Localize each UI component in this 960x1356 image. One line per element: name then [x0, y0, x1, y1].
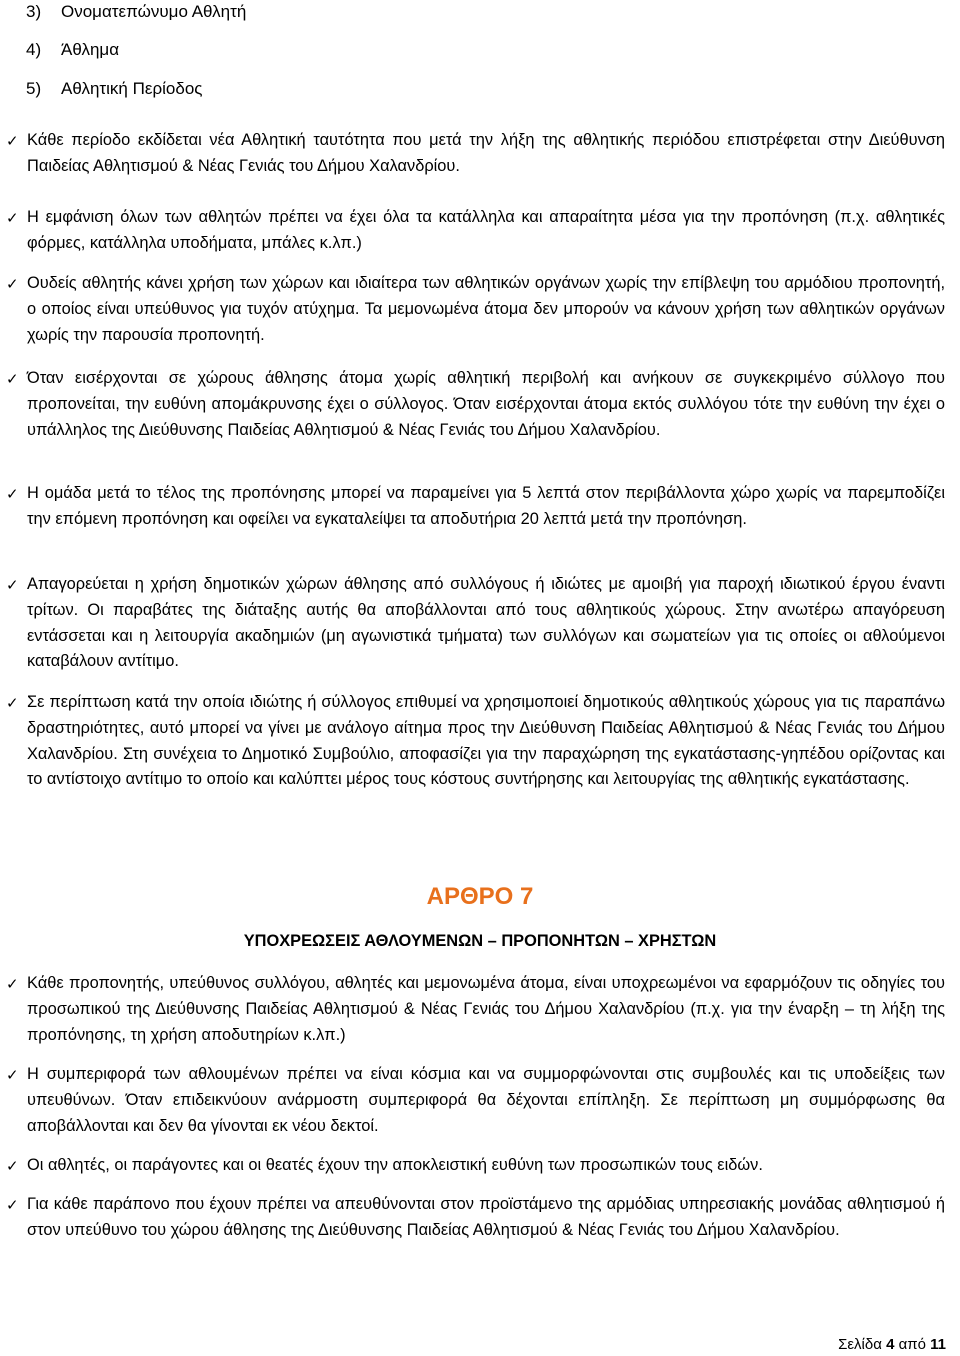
- bullet-text: Οι αθλητές, οι παράγοντες και οι θεατές έχουν την αποκλειστική ευθύνη των προσωπικών τους ειδών.: [27, 1156, 763, 1174]
- bullet-text: Σε περίπτωση κατά την οποία ιδιώτης ή σύλλογος επιθυμεί να χρησιμοποιεί δημοτικούς αθλητικούς χώρους για τις παραπάνω δραστηριότητες, αυτό μπορεί να γίνει με ανάλογο αίτημα προς την Διεύθυνση Παιδείας Αθλητισμού & Νέας Γενιάς του Δήμου Χαλανδρίου. Στη συνέχεια το Δημοτικό Συμβούλιο, αποφασίζει για την παραχώρηση της εγκατάστασης-γηπέδου ορίζοντας και το αντίστοιχο αντίτιμο το οποίο και καλύπτει μέρος τους κόστους συντήρησης και λειτουργίας της αθλητικής εγκατάστασης.: [27, 693, 945, 789]
- bullet-text: Για κάθε παράπονο που έχουν πρέπει να απευθύνονται στον προϊστάμενο της αρμόδιας υπηρεσιακής μονάδας αθλητισμού ή στον υπεύθυνο του χώρου άθλησης της Διεύθυνσης Παιδείας Αθλητισμού & Νέας Γενιάς του Δήμου Χαλανδρίου.: [27, 1195, 945, 1239]
- bullet-text: Απαγορεύεται η χρήση δημοτικών χώρων άθλησης από συλλόγους ή ιδιώτες με αμοιβή για παροχή ιδιωτικού έργου έναντι τρίτων. Οι παραβάτες της διάταξης αυτής θα αποβάλλονται από τους αθλητικούς χώρους. Στην ανωτέρω απαγόρευση εντάσσεται και η λειτουργία ακαδημιών (μη αγωνιστικά τμήματα) των συλλόγων και σωματείων για τις οποίες οι αθλούμενοι καταβάλουν αντίτιμο.: [27, 575, 945, 671]
- page-footer: [838, 1335, 946, 1355]
- item-number: 4): [26, 40, 42, 59]
- article-title: ΑΡΘΡΟ 7: [426, 883, 534, 910]
- item-number: 3): [26, 2, 42, 21]
- item-text: Ονοματεπώνυμο Αθλητή: [61, 2, 247, 21]
- bullet-text: Η συμπεριφορά των αθλουμένων πρέπει να είναι κόσμια και να συμμορφώνονται στις συμβουλές και τις υποδείξεις των υπευθύνων. Όταν επιδεικνύουν ανάρμοστη συμπεριφορά θα δέχονται επίπληξη. Σε περίπτωση μη συμμόρφωσης θα αποβάλλονται και δεν θα γίνονται εκ νέου δεκτοί.: [27, 1065, 945, 1135]
- numbered-item-3: [26, 0, 246, 24]
- bullet-text: Ουδείς αθλητής κάνει χρήση των χώρων και ιδιαίτερα των αθλητικών οργάνων χωρίς την επίβλεψη του αρμόδιου προπονητή, ο οποίος είναι υπεύθυνος για τυχόν ατύχημα. Τα μεμονωμένα άτομα δεν μπορούν να κάνουν χρήση των αθλητικών οργάνων χωρίς την παρουσία προπονητή.: [27, 274, 945, 344]
- page-number: 4: [886, 1336, 895, 1353]
- check-mark-icon: ✓: [6, 275, 19, 293]
- check-mark-icon: ✓: [6, 975, 19, 993]
- numbered-item-5: [26, 77, 202, 101]
- bullet-text: Κάθε περίοδο εκδίδεται νέα Αθλητική ταυτότητα που μετά την λήξη της αθλητικής περιόδου επιστρέφεται στην Διεύθυνση Παιδείας Αθλητισμού & Νέας Γενιάς του Δήμου Χαλανδρίου.: [27, 131, 945, 175]
- check-mark-icon: ✓: [6, 132, 19, 150]
- article-subtitle: ΥΠΟΧΡΕΩΣΕΙΣ ΑΘΛΟΥΜΕΝΩΝ – ΠΡΟΠΟΝΗΤΩΝ – ΧΡΗΣΤΩΝ: [243, 932, 717, 950]
- page-of-label: από: [898, 1336, 926, 1353]
- bullet-text: Κάθε προπονητής, υπεύθυνος συλλόγου, αθλητές και μεμονωμένα άτομα, είναι υποχρεωμένοι να εφαρμόζουν τις οδηγίες του προσωπικού της Διεύθυνσης Παιδείας Αθλητισμού & Νέας Γενιάς του Δήμου Χαλανδρίου (π.χ. για την έναρξη – τη λήξη της προπόνησης, τη χρήση αποδυτηρίων κ.λπ.): [27, 974, 945, 1044]
- item-text: Αθλητική Περίοδος: [61, 79, 203, 98]
- check-mark-icon: ✓: [6, 576, 19, 594]
- numbered-item-4: [26, 38, 119, 62]
- bullet-text: Όταν εισέρχονται σε χώρους άθλησης άτομα χωρίς αθλητική περιβολή και ανήκουν σε συγκεκριμένο σύλλογο που προπονείται, την ευθύνη απομάκρυνσης έχει ο σύλλογος. Όταν εισέρχονται άτομα εκτός συλλόγου τότε την ευθύνη την έχει ο υπάλληλος της Διεύθυνσης Παιδείας Αθλητισμού & Νέας Γενιάς του Δήμου Χαλανδρίου.: [27, 369, 945, 439]
- page-label: Σελίδα: [838, 1336, 882, 1353]
- check-mark-icon: ✓: [6, 1196, 19, 1214]
- bullet-text: Η ομάδα μετά το τέλος της προπόνησης μπορεί να παραμείνει για 5 λεπτά στον περιβάλλοντα χώρο χωρίς να παρεμποδίζει την επόμενη προπόνηση και οφείλει να εγκαταλείψει τα αποδυτήρια 20 λεπτά μετά την προπόνηση.: [27, 484, 945, 528]
- check-mark-icon: ✓: [6, 209, 19, 227]
- check-mark-icon: ✓: [6, 694, 19, 712]
- bullet-text: Η εμφάνιση όλων των αθλητών πρέπει να έχει όλα τα κατάλληλα και απαραίτητα μέσα για την προπόνηση (π.χ. αθλητικές φόρμες, κατάλληλα υποδήματα, μπάλες κ.λπ.): [27, 208, 945, 252]
- item-number: 5): [26, 79, 42, 98]
- check-mark-icon: ✓: [6, 370, 19, 388]
- check-mark-icon: ✓: [6, 485, 19, 503]
- item-text: Άθλημα: [61, 40, 120, 59]
- check-mark-icon: ✓: [6, 1157, 19, 1175]
- page-total: 11: [930, 1336, 946, 1353]
- check-mark-icon: ✓: [6, 1066, 19, 1084]
